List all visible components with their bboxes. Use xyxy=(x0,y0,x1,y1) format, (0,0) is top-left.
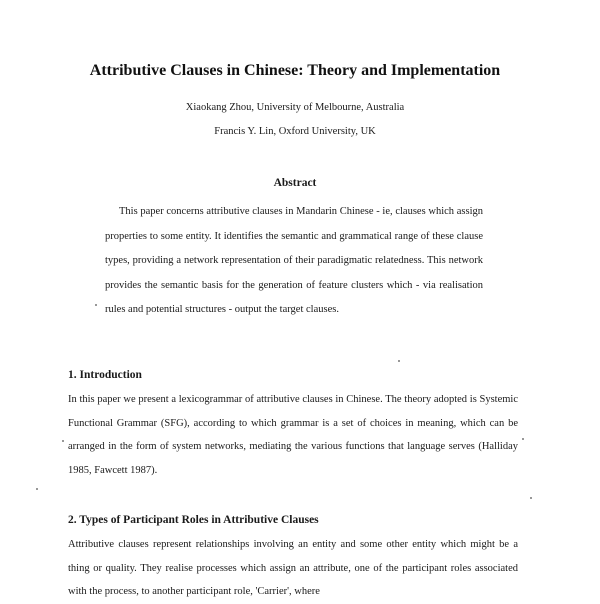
author-line-2: Francis Y. Lin, Oxford University, UK xyxy=(214,126,376,137)
section-text-introduction: In this paper we present a lexicogrammar of attributive clauses in Chinese. The theory adopted is Systemic Functional Grammar (SFG), according to which grammar is a set of choices in meaning, which can be arranged in the form of system networks, mediating the various functions that language serves (Halliday 1985, Fawcett 1987). xyxy=(68,394,518,476)
section-heading-introduction: 1. Introduction xyxy=(68,369,142,381)
paper-title: Attributive Clauses in Chinese: Theory and Implementation xyxy=(89,62,501,79)
section-text-participant-roles: Attributive clauses represent relationships involving an entity and some other entity which might be a thing or quality. They realise processes which assign an attribute, one of the participant roles associated with the process, to another participant role, 'Carrier', where xyxy=(68,539,518,598)
scan-speck xyxy=(530,497,532,499)
scan-speck xyxy=(62,440,64,442)
abstract-heading: Abstract xyxy=(273,177,317,189)
scan-speck xyxy=(36,488,38,490)
scan-speck xyxy=(522,438,524,440)
abstract-text: This paper concerns attributive clauses in Mandarin Chinese - ie, clauses which assign properties to some entity. It identifies the semantic and grammatical range of these clause types, providing a network representation of their paradigmatic relatedness. This network provides the semantic basis for the generation of feature clusters which - via realisation rules and potential structures - output the target clauses. xyxy=(105,206,483,316)
author-line-1: Xiaokang Zhou, University of Melbourne, Australia xyxy=(185,102,405,113)
scan-speck xyxy=(398,360,400,362)
scan-speck xyxy=(95,304,97,306)
section-heading-participant-roles: 2. Types of Participant Roles in Attributive Clauses xyxy=(68,514,319,526)
